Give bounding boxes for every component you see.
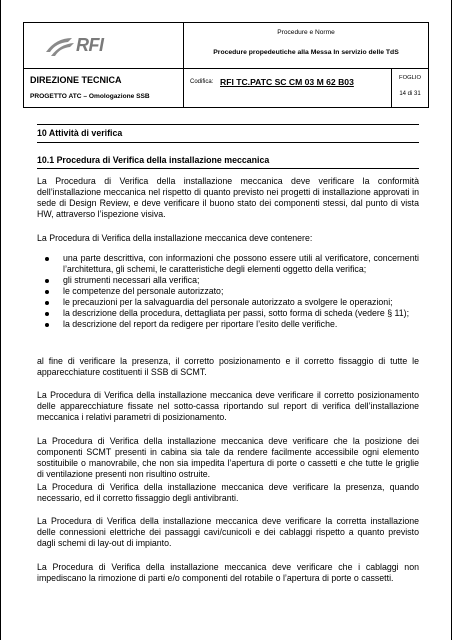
folio-label: FOGLIO xyxy=(399,75,421,81)
logo-cell xyxy=(24,23,184,69)
paragraph-8: La Procedura di Verifica della installazione meccanica deve verificare che i cablaggi non impediscano la rimozione di parti e/o componenti del rotabile o l’apertura di porte o cassetti. xyxy=(37,562,419,583)
list-item: le precauzioni per la salvaguardia del personale autorizzato a svolgere le operazioni; xyxy=(37,297,419,308)
paragraph-2: La Procedura di Verifica della installazione meccanica deve contenere: xyxy=(37,233,313,243)
paragraph-3: al fine di verificare la presenza, il corretto posizionamento e il corretto fissaggio di tutte le apparecchiature costituenti il SSB di SCMT. xyxy=(37,356,419,377)
procedure-title: Procedure propedeutiche alla Messa In servizio delle TdS xyxy=(213,49,399,56)
project-name: PROGETTO ATC – Omologazione SSB xyxy=(30,93,150,100)
folio-cell xyxy=(392,69,428,107)
list-item: la descrizione del report da redigere per riportare l’esito delle verifiche. xyxy=(37,319,419,330)
list-item: la descrizione della procedura, dettagliata per passi, sotto forma di scheda (vedere § 11); xyxy=(37,308,419,319)
logo-text: RFI xyxy=(76,35,104,55)
bullet-icon xyxy=(45,257,49,261)
document-header xyxy=(23,22,429,108)
subsection-rule xyxy=(37,168,419,169)
bullet-icon xyxy=(45,312,49,316)
bullet-icon xyxy=(45,323,49,327)
section-10-1-heading: 10.1 Procedura di Verifica della installazione meccanica xyxy=(37,155,270,165)
code-value: RFI TC.PATC SC CM 03 M 62 B03 xyxy=(220,77,354,87)
paragraph-7: La Procedura di Verifica della installazione meccanica deve verificare la corretta installazione delle connessioni elettriche dei passaggi cavi/cunicoli e dei cablaggi rispetto a quanto previsto dagli schemi di lay-out di impianto. xyxy=(37,516,419,548)
requirements-list xyxy=(37,253,419,330)
code-label: Codifica: xyxy=(190,79,214,85)
list-item: una parte descrittiva, con informazioni che possono essere utili al verificatore, concernenti l’architettura, gli schemi, le caratteristiche degli elementi oggetto della verifica; xyxy=(37,253,419,275)
bullet-icon xyxy=(45,279,49,283)
procedure-cell xyxy=(184,23,428,69)
direction-title: DIREZIONE TECNICA xyxy=(30,75,122,85)
section-10-heading: 10 Attività di verifica xyxy=(37,128,123,138)
paragraph-1: La Procedura di Verifica della installazione meccanica deve verificare la conformità dell’installazione meccanica nel rispetto di quanto previsto nei progetti di installazione approvati in sede di Design Review, e deve verificare il buono stato dei componenti stessi, dal punto di vista HW, attraverso l’ispezione visiva. xyxy=(37,176,419,219)
section-rule-top xyxy=(37,124,419,125)
direction-cell xyxy=(24,69,184,107)
bullet-icon xyxy=(45,290,49,294)
folio-value: 14 di 31 xyxy=(399,91,421,97)
paragraph-4: La Procedura di Verifica della installazione meccanica deve verificare il corretto posizionamento delle apparecchiature fissate nel sotto-cassa riportando sul report di verifica dell’installazione meccanica i relativi parametri di posizionamento. xyxy=(37,390,419,422)
code-cell xyxy=(184,69,392,107)
bullet-icon xyxy=(45,301,49,305)
procedure-category: Procedure e Norme xyxy=(277,29,335,36)
paragraph-5: La Procedura di Verifica della installazione meccanica deve verificare che la posizione dei componenti SCMT presenti in cabina sia tale da rendere facilmente accessibile ogni elemento sostituibile o manovrabile, che non sia impedita l’apertura di porte o cassetti e che tutte le griglie di ventilazione presenti non risultino ostruite. xyxy=(37,436,419,479)
list-item: le competenze del personale autorizzato; xyxy=(37,286,419,297)
section-rule-bottom xyxy=(37,142,419,143)
paragraph-6: La Procedura di Verifica della installazione meccanica deve verificare la presenza, quando necessario, ed il corretto fissaggio degli antivibranti. xyxy=(37,482,419,503)
list-item: gli strumenti necessari alla verifica; xyxy=(37,275,419,286)
